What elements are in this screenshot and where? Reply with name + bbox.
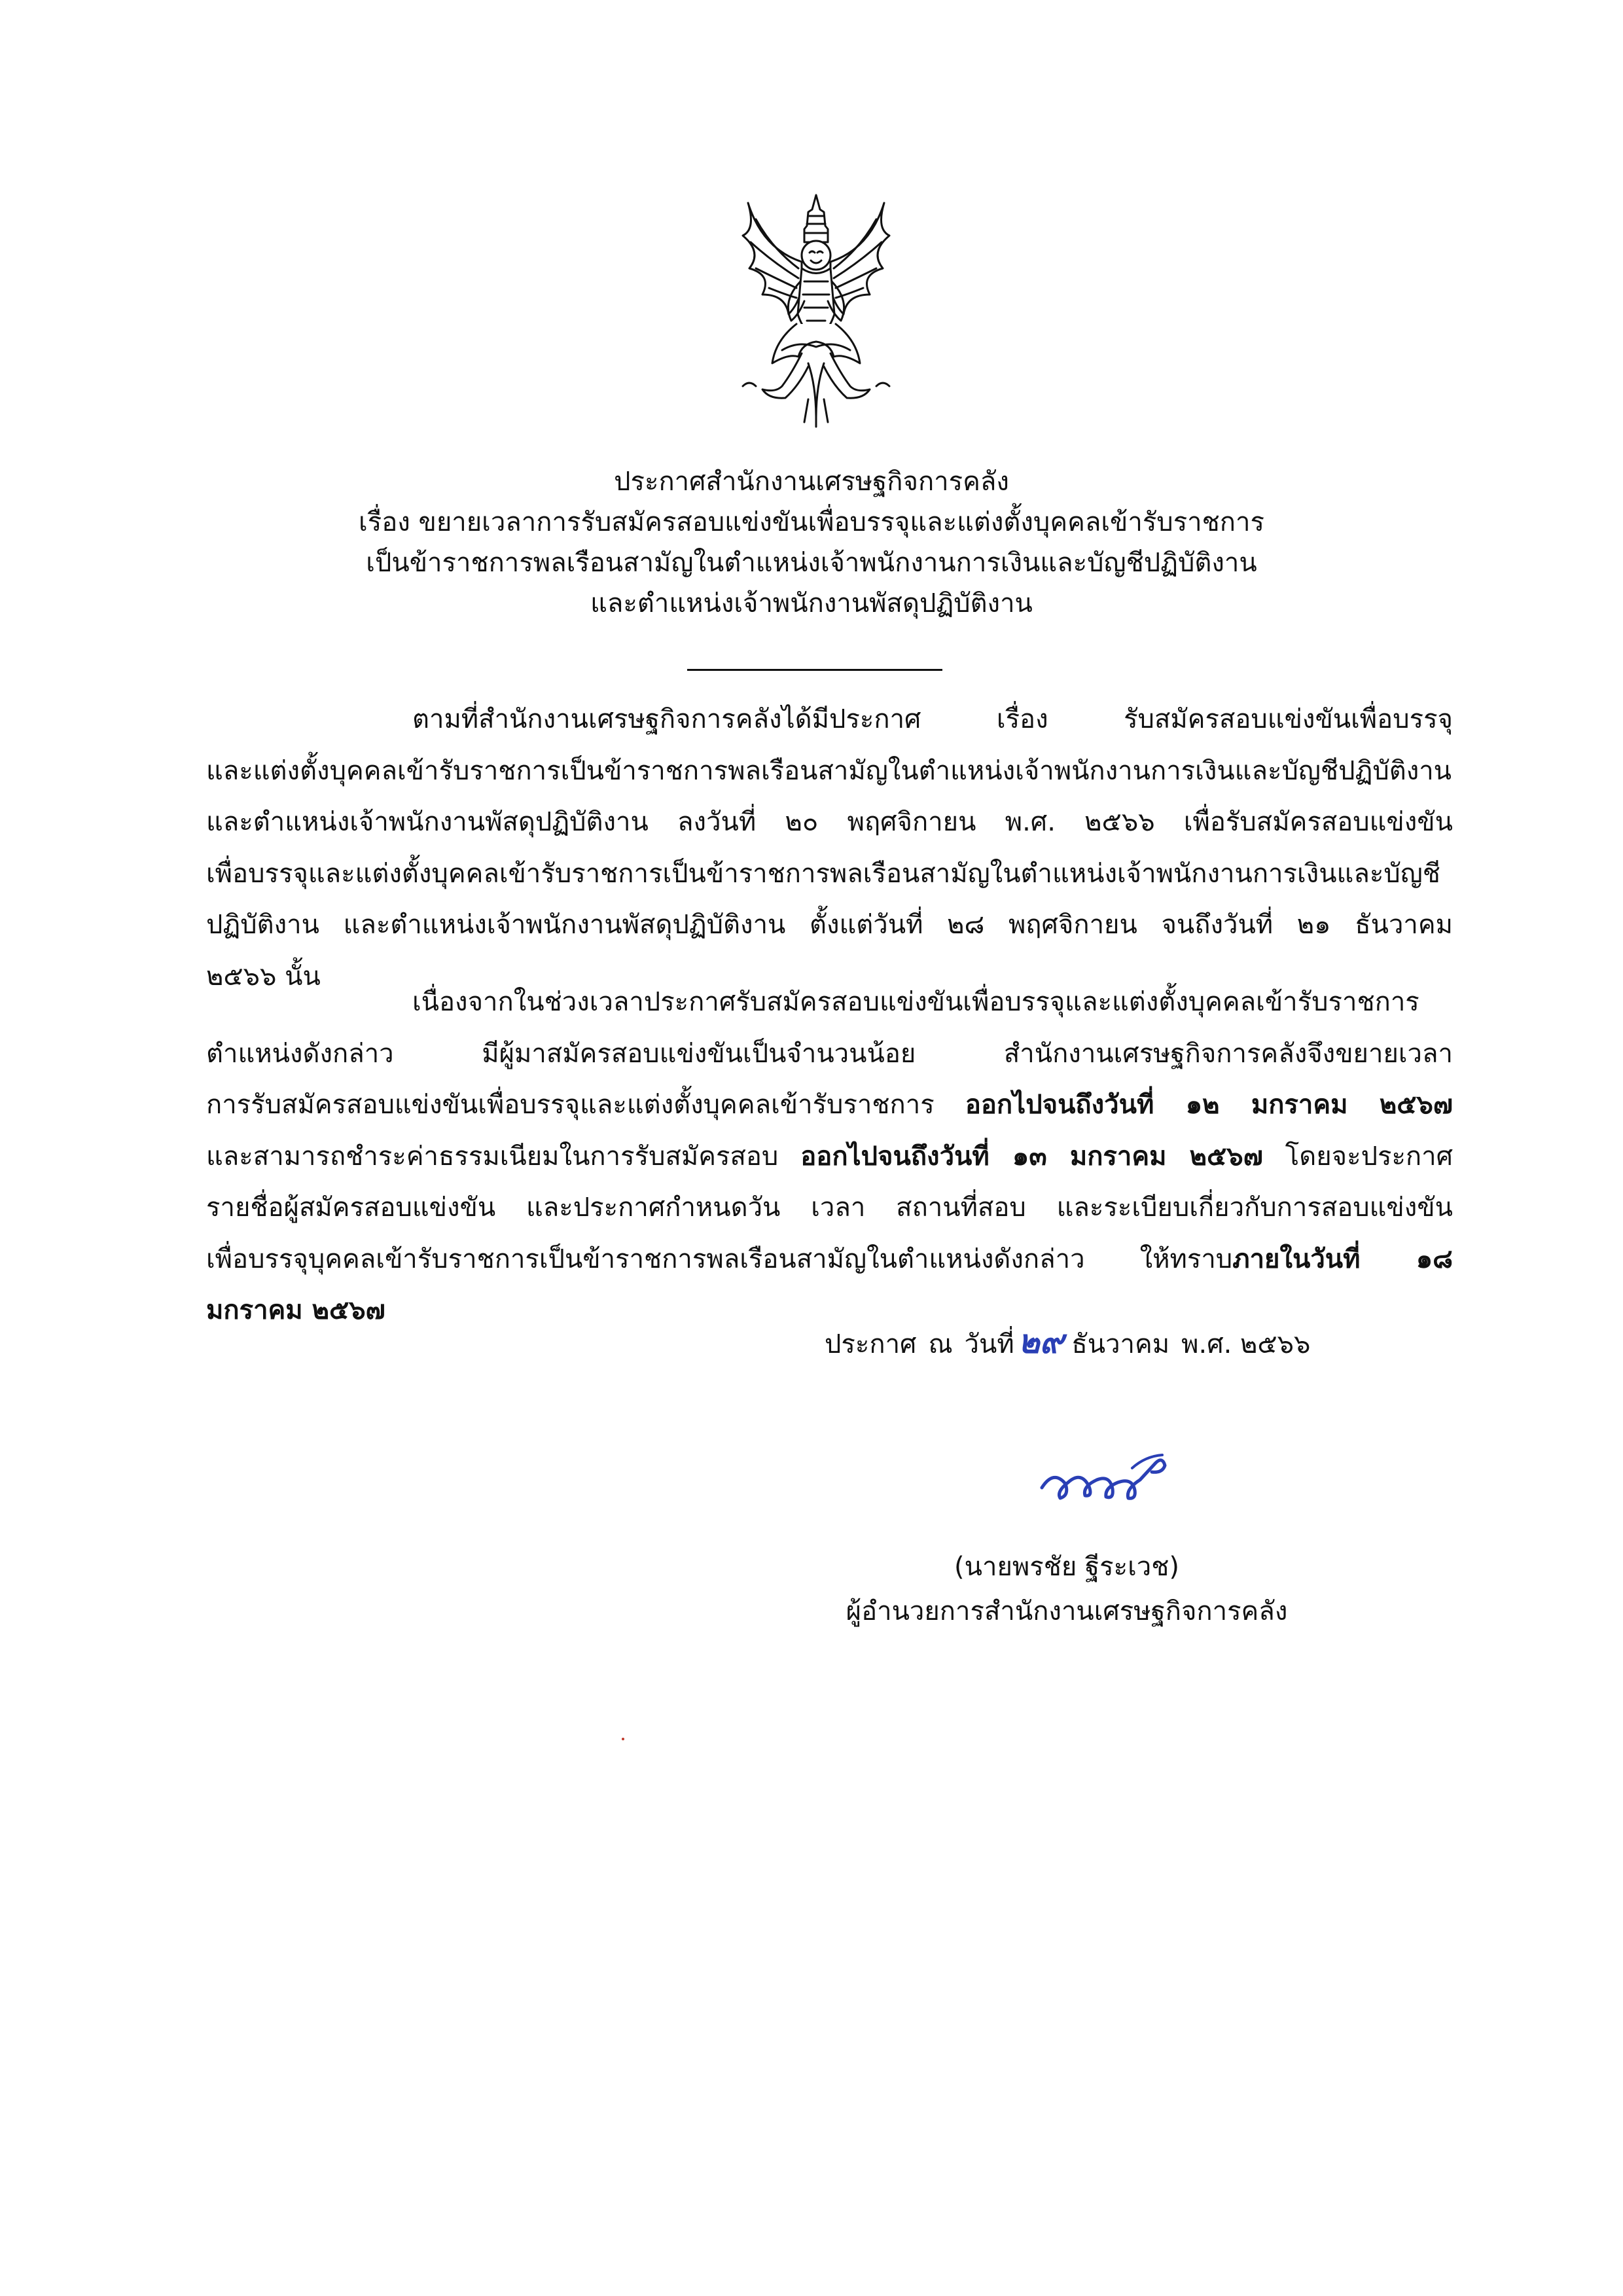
paragraph-line bbox=[206, 1079, 1453, 1131]
date-year: พ.ศ. ๒๕๖๖ bbox=[1181, 1329, 1311, 1359]
text-span: และสามารถชำระค่าธรรมเนียมในการรับสมัครสอบ bbox=[206, 1141, 801, 1172]
application-deadline: ออกไปจนถึงวันที่ ๑๒ มกราคม ๒๕๖๗ bbox=[965, 1090, 1453, 1120]
paragraph-line bbox=[206, 1234, 1453, 1285]
signatory-name: (นายพรชัย ฐีระเวช) bbox=[954, 1552, 1179, 1582]
paragraph-extension bbox=[206, 977, 1453, 1336]
paragraph-line: ตำแหน่งดังกล่าว มีผู้มาสมัครสอบแข่งขันเป็นจำนวนน้อย สำนักงานเศรษฐกิจการคลังจึงขยายเวลา bbox=[206, 1038, 1453, 1069]
paragraph-line: รายชื่อผู้สมัครสอบแข่งขัน และประกาศกำหนดวัน เวลา สถานที่สอบ และระเบียบเกี่ยวกับการสอบแข่งขัน bbox=[206, 1193, 1453, 1223]
signatory-block bbox=[818, 1545, 1315, 1634]
text-span: เพื่อบรรจุบุคคลเข้ารับราชการเป็นข้าราชการพลเรือนสามัญในตำแหน่งดังกล่าว ให้ทราบ bbox=[206, 1244, 1233, 1274]
announcement-title: ประกาศสำนักงานเศรษฐกิจการคลัง bbox=[614, 467, 1009, 497]
date-month: ธันวาคม bbox=[1071, 1329, 1170, 1359]
subject-line-1: เรื่อง ขยายเวลาการรับสมัครสอบแข่งขันเพื่อบรรจุและแต่งตั้งบุคคลเข้ารับราชการ bbox=[359, 507, 1264, 537]
paragraph-line: และตำแหน่งเจ้าพนักงานพัสดุปฏิบัติงาน ลงวันที่ ๒๐ พฤศจิกายน พ.ศ. ๒๕๖๖ เพื่อรับสมัครสอบแข่งขัน bbox=[206, 807, 1453, 837]
subject-line-2: เป็นข้าราชการพลเรือนสามัญในตำแหน่งเจ้าพนักงานการเงินและบัญชีปฏิบัติงาน bbox=[366, 548, 1257, 578]
date-announced-label: ประกาศ bbox=[825, 1329, 917, 1359]
subject-line-3: และตำแหน่งเจ้าพนักงานพัสดุปฏิบัติงาน bbox=[590, 588, 1033, 619]
signatory-title: ผู้อำนวยการสำนักงานเศรษฐกิจการคลัง bbox=[846, 1596, 1288, 1626]
date-at-label: ณ bbox=[928, 1329, 953, 1359]
text-span: โดยจะประกาศ bbox=[1262, 1141, 1453, 1172]
text-span: การรับสมัครสอบแข่งขันเพื่อบรรจุและแต่งตั้งบุคคลเข้ารับราชการ bbox=[206, 1090, 965, 1120]
fee-deadline: ออกไปจนถึงวันที่ ๑๓ มกราคม ๒๕๖๗ bbox=[800, 1141, 1263, 1172]
header-divider bbox=[687, 669, 942, 671]
paragraph-line: เพื่อบรรจุและแต่งตั้งบุคคลเข้ารับราชการเป็นข้าราชการพลเรือนสามัญในตำแหน่งเจ้าพนักงานการเงินและบัญชี bbox=[206, 858, 1440, 889]
garuda-emblem-icon bbox=[736, 190, 897, 429]
paragraph-line: ปฏิบัติงาน และตำแหน่งเจ้าพนักงานพัสดุปฏิบัติงาน ตั้งแต่วันที่ ๒๘ พฤศจิกายน จนถึงวันที่ ๒๑ ธันวาคม bbox=[206, 910, 1453, 940]
handwritten-signature bbox=[1034, 1443, 1191, 1528]
announcement-date bbox=[825, 1322, 1310, 1364]
date-day-label: วันที่ bbox=[964, 1329, 1014, 1359]
announcement-header bbox=[196, 461, 1427, 624]
paragraph-line: เนื่องจากในช่วงเวลาประกาศรับสมัครสอบแข่งขันเพื่อบรรจุและแต่งตั้งบุคคลเข้ารับราชการ bbox=[412, 987, 1419, 1017]
announcement-deadline-cont: มกราคม ๒๕๖๗ bbox=[206, 1295, 385, 1325]
announcement-deadline: ภายในวันที่ ๑๘ bbox=[1232, 1244, 1453, 1274]
paragraph-line: ๒๕๖๖ นั้น bbox=[206, 961, 321, 992]
scan-speck bbox=[622, 1738, 624, 1740]
paragraph-background bbox=[206, 694, 1453, 1002]
paragraph-line: และแต่งตั้งบุคคลเข้ารับราชการเป็นข้าราชการพลเรือนสามัญในตำแหน่งเจ้าพนักงานการเงินและบัญชีปฏิบัติงาน bbox=[206, 755, 1452, 786]
paragraph-line bbox=[206, 1131, 1453, 1183]
handwritten-day: ๒๙ bbox=[1018, 1322, 1064, 1361]
paragraph-line: ตามที่สำนักงานเศรษฐกิจการคลังได้มีประกาศ เรื่อง รับสมัครสอบแข่งขันเพื่อบรรจุ bbox=[412, 704, 1453, 734]
